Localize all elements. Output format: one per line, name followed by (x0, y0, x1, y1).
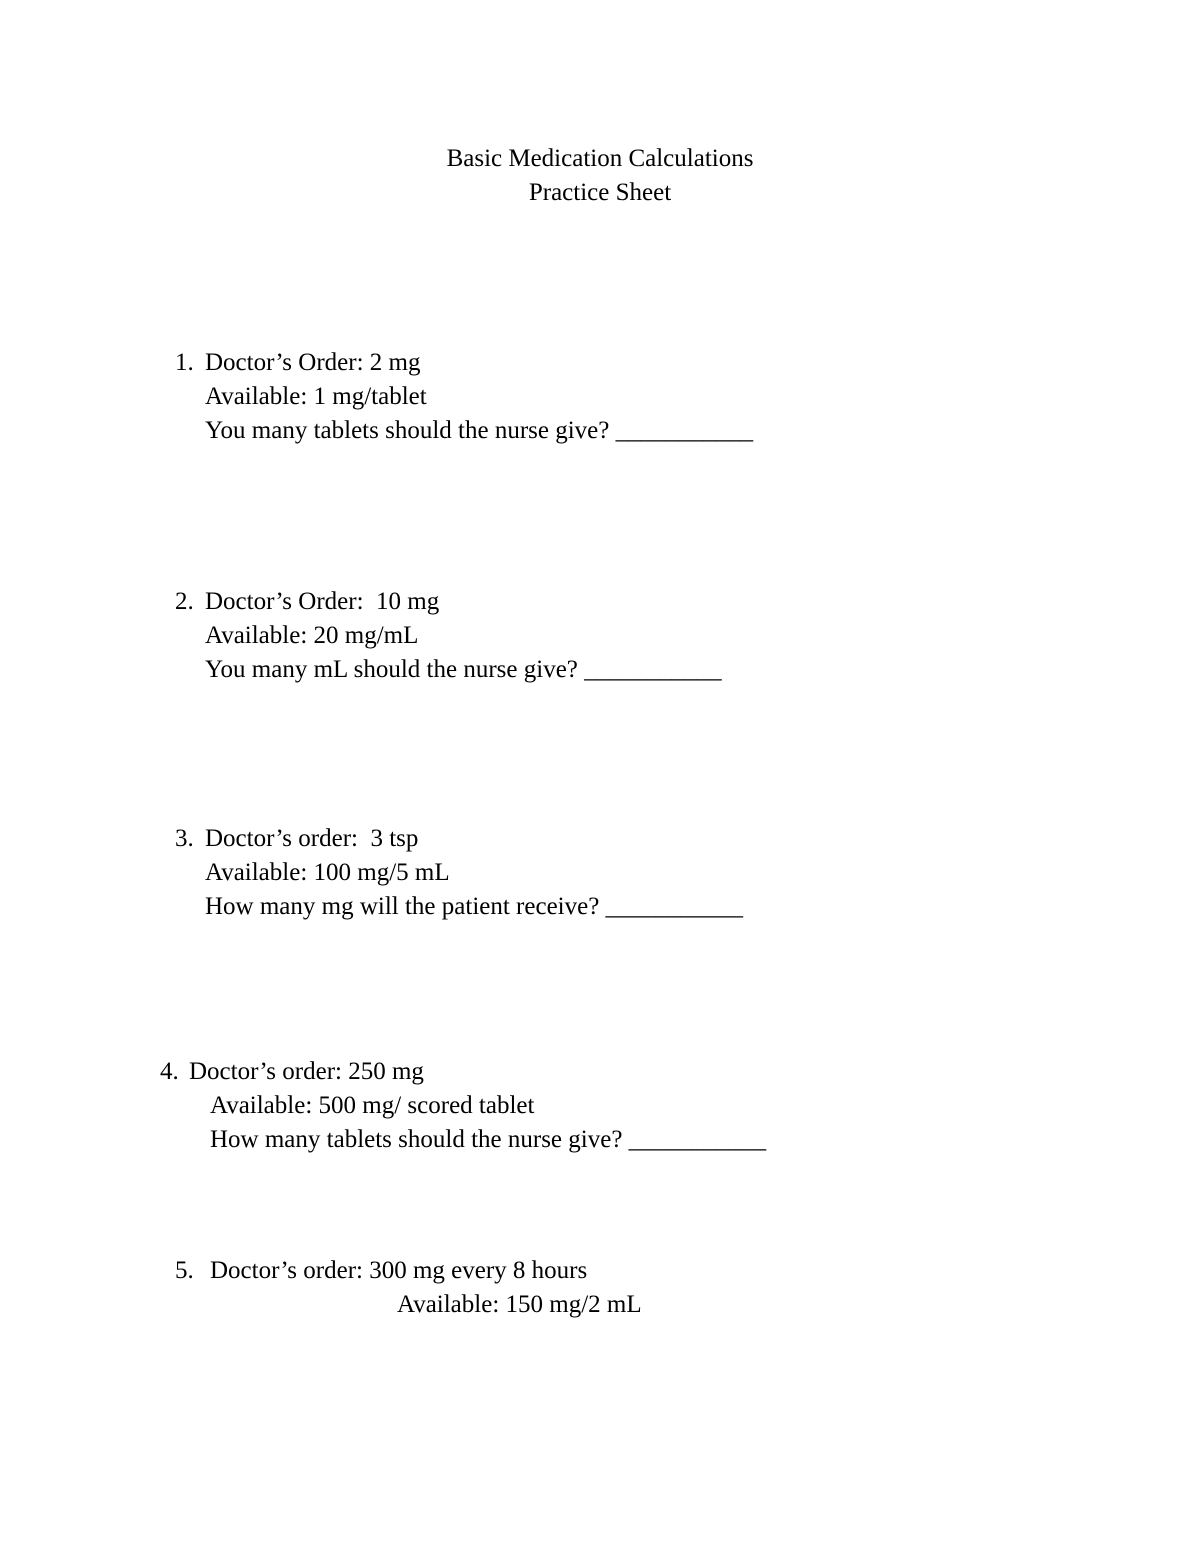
document-subtitle: Practice Sheet (528, 179, 672, 206)
problem-number: 4. (160, 1058, 179, 1085)
doctor-order: Doctor’s order: 250 mg (189, 1058, 424, 1085)
document-title: Basic Medication Calculations (446, 145, 754, 172)
question: You many tablets should the nurse give? ___________ (205, 417, 754, 444)
doctor-order: Doctor’s order: 300 mg every 8 hours (210, 1257, 588, 1284)
document-title-block (0, 142, 1200, 210)
doctor-order: Doctor’s order: 3 tsp (205, 825, 419, 852)
available-dose: Available: 100 mg/5 mL (205, 859, 450, 886)
available-dose: Available: 1 mg/tablet (205, 383, 427, 410)
problem-number: 3. (175, 825, 194, 852)
doctor-order: Doctor’s Order: 10 mg (205, 588, 440, 615)
problem-number: 5. (175, 1257, 194, 1284)
question: You many mL should the nurse give? ___________ (205, 656, 722, 683)
question: How many tablets should the nurse give? ___________ (210, 1126, 767, 1153)
available-dose: Available: 500 mg/ scored tablet (210, 1092, 535, 1119)
problem-number: 2. (175, 588, 194, 615)
available-dose: Available: 150 mg/2 mL (397, 1291, 642, 1318)
problem-number: 1. (175, 349, 194, 376)
doctor-order: Doctor’s Order: 2 mg (205, 349, 421, 376)
question: How many mg will the patient receive? ___________ (205, 893, 744, 920)
available-dose: Available: 20 mg/mL (205, 622, 419, 649)
